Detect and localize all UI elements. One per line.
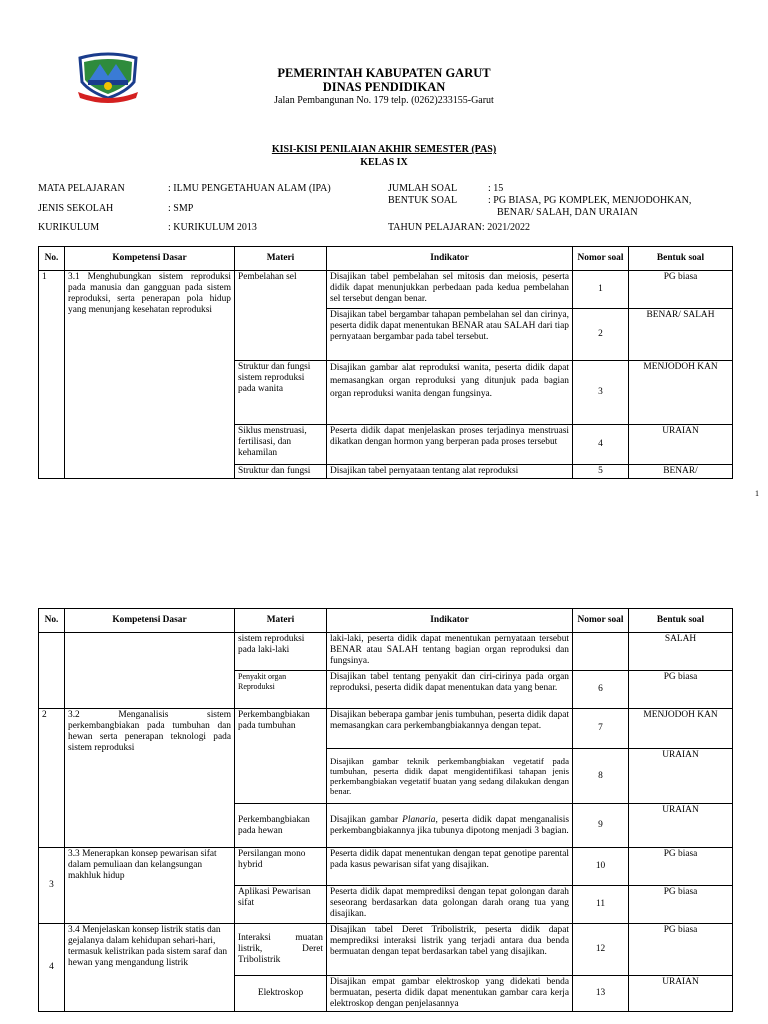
col-header-materi: Materi bbox=[235, 247, 327, 271]
indikator-cell: Peserta didik dapat memprediksi dengan tepat golongan darah seseorang berdasarkan data golongan darah orang tua yang disajikan. bbox=[327, 886, 573, 924]
table-row bbox=[39, 633, 733, 671]
indikator-cell: Disajikan empat gambar elektroskop yang didekati benda bermuatan, peserta didik dapat menentukan gambar cara kerja elektroskop dengan penjelasannya bbox=[327, 976, 573, 1012]
indikator-cell: laki-laki, peserta didik dapat menentukan pernyataan tersebut BENAR atau SALAH tentang bagian organ reproduksi dan fungsinya. bbox=[327, 633, 573, 671]
agency-address: Jalan Pembangunan No. 179 telp. (0262)233155-Garut bbox=[274, 95, 494, 106]
kurikulum-label: KURIKULUM bbox=[38, 222, 100, 233]
nomor-soal-cell: 5 bbox=[573, 465, 629, 479]
document-subtitle: KELAS IX bbox=[360, 157, 408, 168]
nomor-soal-cell: 9 bbox=[573, 804, 629, 848]
bentuk-soal-cell: PG biasa bbox=[629, 671, 733, 709]
indikator-cell: Disajikan tabel bergambar tahapan pembelahan sel dan cirinya, peserta didik dapat menentukan BENAR atau SALAH dari tiap pernyataan bergambar pada tabel tersebut. bbox=[327, 309, 573, 361]
materi-cell: Perkembangbiakan pada hewan bbox=[235, 804, 327, 848]
kd-number: 3 bbox=[39, 848, 65, 924]
jenis-sekolah-value: : SMP bbox=[168, 203, 194, 214]
kompetensi-dasar: 3.3 Menerapkan konsep pewarisan sifat dalam pemuliaan dan kelangsungan makhluk hidup bbox=[65, 848, 235, 924]
indikator-cell: Disajikan gambar alat reproduksi wanita, peserta didik dapat memasangkan organ reproduksi yang ditunjuk pada bagian organ reproduksi wanita dengan fungsinya. bbox=[327, 361, 573, 425]
indikator-cell: Disajikan tabel tentang penyakit dan ciri-cirinya pada organ reproduksi, peserta didik dapat menentukan data yang benar. bbox=[327, 671, 573, 709]
mapel-value: : ILMU PENGETAHUAN ALAM (IPA) bbox=[168, 183, 331, 194]
indikator-cell: Disajikan tabel pembelahan sel mitosis dan meiosis, peserta didik dapat menunjukkan perbedaan pada kedua pembelahan sel tersebut dengan benar. bbox=[327, 271, 573, 309]
mapel-label: MATA PELAJARAN bbox=[38, 183, 125, 194]
col-header-materi: Materi bbox=[235, 609, 327, 633]
nomor-soal-cell: 1 bbox=[573, 271, 629, 309]
jumlah-soal-label: JUMLAH SOAL bbox=[388, 183, 458, 194]
indikator-text: Disajikan gambar bbox=[330, 814, 403, 825]
bentuk-soal-value-cont: BENAR/ SALAH, DAN URAIAN bbox=[497, 207, 638, 218]
table-row bbox=[39, 848, 733, 886]
materi-cell: sistem reproduksi pada laki-laki bbox=[235, 633, 327, 671]
bentuk-soal-cell: BENAR/ SALAH bbox=[629, 309, 733, 361]
nomor-soal-cell: 6 bbox=[573, 671, 629, 709]
kompetensi-dasar: 3.1 Menghubungkan sistem reproduksi pada manusia dan gangguan pada sistem reproduksi, serta penerapan pola hidup yang menunjang kesehatan reproduksi bbox=[65, 271, 235, 479]
kd-number: 4 bbox=[39, 924, 65, 1012]
nomor-soal-cell: 3 bbox=[573, 361, 629, 425]
nomor-soal-cell: 7 bbox=[573, 709, 629, 749]
materi-cell: Interaksi muatan listrik, Deret Tribolistrik bbox=[235, 924, 327, 976]
kd-number-empty bbox=[39, 633, 65, 709]
kompetensi-dasar-empty bbox=[65, 633, 235, 709]
bentuk-soal-cell: SALAH bbox=[629, 633, 733, 671]
nomor-soal-cell: 2 bbox=[573, 309, 629, 361]
col-header-kd: Kompetensi Dasar bbox=[65, 247, 235, 271]
col-header-no: No. bbox=[39, 247, 65, 271]
materi-cell: Struktur dan fungsi bbox=[235, 465, 327, 479]
col-header-bentuk: Bentuk soal bbox=[629, 247, 733, 271]
kd-number: 1 bbox=[39, 271, 65, 479]
table-header-row bbox=[39, 609, 733, 633]
bentuk-soal-cell: PG biasa bbox=[629, 924, 733, 976]
materi-cell: Pembelahan sel bbox=[235, 271, 327, 361]
kisi-table-page1 bbox=[38, 246, 733, 479]
col-header-indikator: Indikator bbox=[327, 247, 573, 271]
agency-name: PEMERINTAH KABUPATEN GARUT bbox=[277, 66, 491, 80]
bentuk-soal-cell: MENJODOH KAN bbox=[629, 709, 733, 749]
indikator-cell: Disajikan tabel pernyataan tentang alat reproduksi bbox=[327, 465, 573, 479]
nomor-soal-cell: 11 bbox=[573, 886, 629, 924]
page-marker: 1 bbox=[755, 489, 759, 498]
kisi-table-page2 bbox=[38, 608, 733, 1012]
col-header-bentuk: Bentuk soal bbox=[629, 609, 733, 633]
col-header-nomor: Nomor soal bbox=[573, 247, 629, 271]
kd-number: 2 bbox=[39, 709, 65, 848]
nomor-soal-cell: 13 bbox=[573, 976, 629, 1012]
document-title: KISI-KISI PENILAIAN AKHIR SEMESTER (PAS) bbox=[271, 144, 497, 155]
table-row bbox=[39, 271, 733, 309]
bentuk-soal-cell: MENJODOH KAN bbox=[629, 361, 733, 425]
indikator-italic-term: Planaria bbox=[402, 814, 436, 825]
indikator-text: , peserta didik dapat menganalisis perkembangbiakannya jika tubunya dipotong menjadi 3 bagian. bbox=[330, 814, 569, 836]
materi-cell: Siklus menstruasi, fertilisasi, dan kehamilan bbox=[235, 425, 327, 465]
bentuk-soal-cell: BENAR/ bbox=[629, 465, 733, 479]
nomor-soal-cell bbox=[573, 633, 629, 671]
bentuk-soal-value: : PG BIASA, PG KOMPLEK, MENJODOHKAN, bbox=[488, 195, 692, 206]
col-header-indikator: Indikator bbox=[327, 609, 573, 633]
indikator-cell: Peserta didik dapat menjelaskan proses terjadinya menstruasi dikatkan dengan hormon yang berperan pada proses tersebut bbox=[327, 425, 573, 465]
materi-cell: Penyakit organ Reproduksi bbox=[235, 671, 327, 709]
kurikulum-value: : KURIKULUM 2013 bbox=[168, 222, 257, 233]
bentuk-soal-cell: URAIAN bbox=[629, 976, 733, 1012]
materi-cell: Struktur dan fungsi sistem reproduksi pada wanita bbox=[235, 361, 327, 425]
bentuk-soal-cell: PG biasa bbox=[629, 886, 733, 924]
bentuk-soal-label: BENTUK SOAL bbox=[388, 195, 458, 206]
bentuk-soal-cell: URAIAN bbox=[629, 425, 733, 465]
bentuk-soal-cell: URAIAN bbox=[629, 749, 733, 804]
kompetensi-dasar: 3.2 Menganalisis sistem perkembangbiakan pada tumbuhan dan hewan serta penerapan teknologi pada sistem reproduksi bbox=[65, 709, 235, 848]
table-header-row bbox=[39, 247, 733, 271]
materi-cell: Persilangan mono hybrid bbox=[235, 848, 327, 886]
materi-cell: Aplikasi Pewarisan sifat bbox=[235, 886, 327, 924]
department-name: DINAS PENDIDIKAN bbox=[322, 80, 446, 94]
bentuk-soal-cell: PG biasa bbox=[629, 848, 733, 886]
col-header-nomor: Nomor soal bbox=[573, 609, 629, 633]
nomor-soal-cell: 12 bbox=[573, 924, 629, 976]
nomor-soal-cell: 4 bbox=[573, 425, 629, 465]
nomor-soal-cell: 8 bbox=[573, 749, 629, 804]
indikator-cell: Disajikan tabel Deret Tribolistrik, peserta didik dapat memprediksi interaksi listrik yang terjadi antara dua benda bermuatan dengan tepat berdasarkan tabel yang disajikan. bbox=[327, 924, 573, 976]
col-header-no: No. bbox=[39, 609, 65, 633]
tahun-pelajaran: TAHUN PELAJARAN: 2021/2022 bbox=[388, 222, 530, 233]
kompetensi-dasar: 3.4 Menjelaskan konsep listrik statis dan gejalanya dalam kehidupan sehari-hari, termasuk kelistrikan pada sistem saraf dan hewan yang mengandung listrik bbox=[65, 924, 235, 1012]
jenis-sekolah-label: JENIS SEKOLAH bbox=[38, 203, 114, 214]
jumlah-soal-value: : 15 bbox=[488, 183, 504, 194]
indikator-cell bbox=[327, 804, 573, 848]
indikator-cell: Peserta didik dapat menentukan dengan tepat genotipe parental pada kasus pewarisan sifat yang disajikan. bbox=[327, 848, 573, 886]
materi-cell: Perkembangbiakan pada tumbuhan bbox=[235, 709, 327, 804]
materi-cell: Elektroskop bbox=[235, 976, 327, 1012]
bentuk-soal-cell: URAIAN bbox=[629, 804, 733, 848]
table-row bbox=[39, 709, 733, 749]
nomor-soal-cell: 10 bbox=[573, 848, 629, 886]
table-row bbox=[39, 924, 733, 976]
col-header-kd: Kompetensi Dasar bbox=[65, 609, 235, 633]
bentuk-soal-cell: PG biasa bbox=[629, 271, 733, 309]
indikator-cell: Disajikan gambar teknik perkembangbiakan vegetatif pada tumbuhan, peserta didik dapat mengidentifikasi tahapan jenis perkembangbiakan vegetatif buatan yang sedang dilakukan dengan benar. bbox=[327, 749, 573, 804]
indikator-cell: Disajikan beberapa gambar jenis tumbuhan, peserta didik dapat memasangkan cara perkembangbiakannya dengan tepat. bbox=[327, 709, 573, 749]
